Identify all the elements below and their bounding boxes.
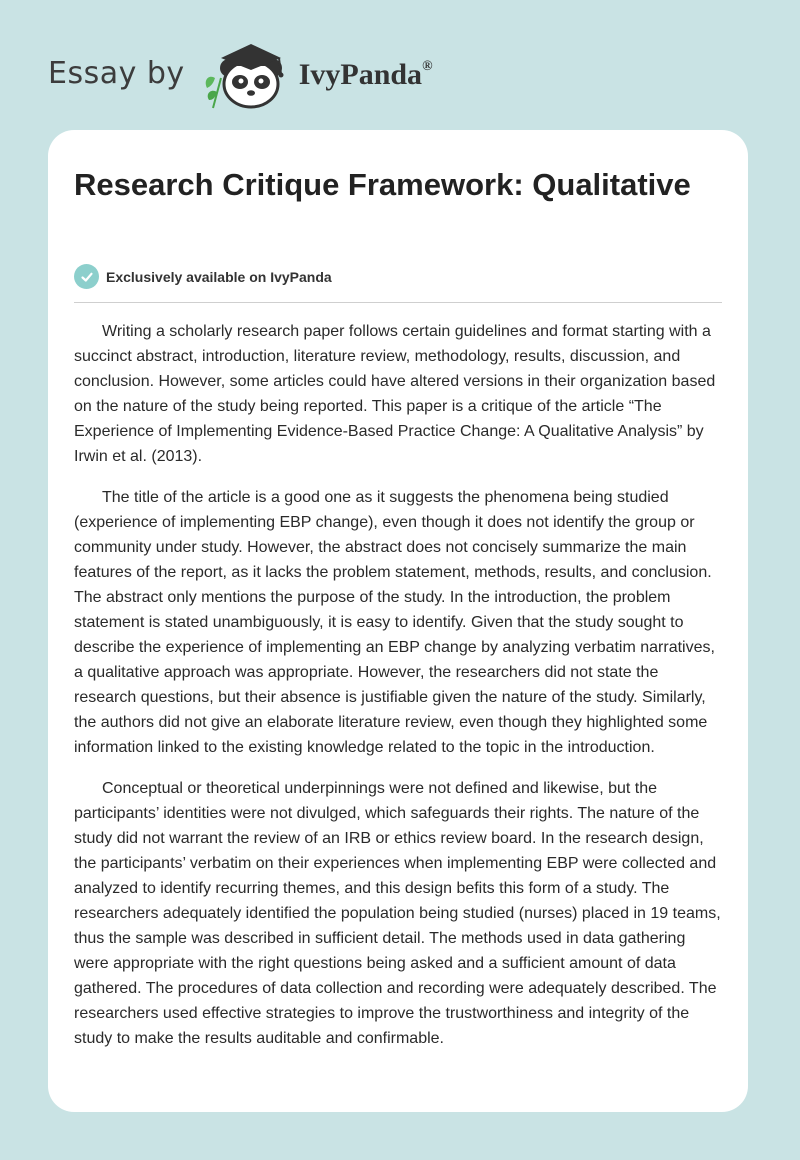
- article-card: [48, 130, 748, 1112]
- badge-label: Exclusively available on IvyPanda: [106, 268, 332, 285]
- brand-name[interactable]: IvyPanda®: [298, 58, 433, 91]
- divider: [74, 302, 722, 303]
- paragraph: Conceptual or theoretical underpinnings were not defined and likewise, but the participants’ identities were not divulged, which safeguards their rights. The nature of the study did not warrant the review of an IRB or ethics review board. In the research design, the participants’ verbatim on their experiences when implementing EBP were collected and analyzed to identify recurring themes, and this design befits this form of a study. The researchers adequately identified the population being studied (nurses) placed in 19 teams, thus the sample was described in sufficient detail. The methods used in data gathering were appropriate with the right questions being asked and a sufficient amount of data gathered. The procedures of data collection and recording were adequately described. The researchers used effective strategies to improve the trustworthiness and integrity of the study to make the results auditable and confirmable.: [74, 780, 721, 1047]
- article-title: Research Critique Framework: Qualitative: [74, 167, 691, 202]
- registered-mark: ®: [422, 59, 433, 74]
- paragraph: Writing a scholarly research paper follows certain guidelines and format starting with a succinct abstract, introduction, literature review, methodology, results, discussion, and conclusion. However, some articles could have altered versions in their organization based on the nature of the study being reported. This paper is a critique of the article “The Experience of Implementing Evidence-Based Practice Change: A Qualitative Analysis” by Irwin et al. (2013).: [74, 323, 716, 465]
- site-header: [48, 36, 433, 116]
- check-circle-icon: [74, 264, 99, 289]
- paragraph: The title of the article is a good one as it suggests the phenomena being studied (experience of implementing EBP change), even though it does not identify the group or community under study. However, the abstract does not concisely summarize the main features of the report, as it lacks the problem statement, methods, results, and conclusion. The abstract only mentions the purpose of the study. In the introduction, the problem statement is stated unambiguously, it is easy to identify. Given that the study sought to describe the experience of implementing an EBP change by analyzing verbatim narratives, a qualitative approach was appropriate. However, the researchers did not state the research questions, but their absence is justifiable given the nature of the study. Similarly, the authors did not give an elaborate literature review, even though they highlighted some information linked to the existing knowledge related to the topic in the introduction.: [74, 489, 715, 756]
- exclusive-badge: [74, 264, 332, 289]
- panda-graduate-icon[interactable]: [201, 38, 293, 115]
- article-body: [74, 319, 724, 1067]
- essay-by-label: Essay by: [48, 55, 185, 91]
